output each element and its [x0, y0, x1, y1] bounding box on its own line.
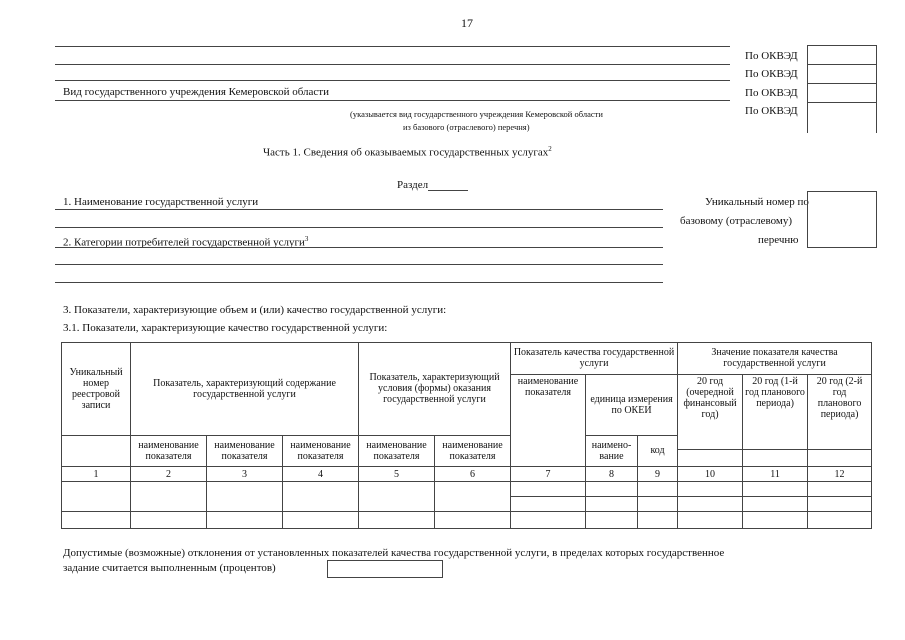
indicators-title: 3. Показатели, характеризующие объем и (или) качество государственной услуги:: [63, 304, 447, 316]
section-label: Раздел: [397, 179, 429, 191]
institution-note: (указывается вид государственного учреждения Кемеровской области: [350, 109, 603, 119]
table-cell[interactable]: [678, 482, 743, 497]
service-name-line[interactable]: [55, 209, 663, 210]
blank-line: [55, 80, 730, 81]
col-number: 12: [808, 466, 872, 482]
okved-field[interactable]: [807, 83, 877, 103]
table-cell[interactable]: [638, 497, 678, 512]
table-cell[interactable]: [586, 497, 638, 512]
consumers-line[interactable]: [55, 282, 663, 283]
table-cell[interactable]: [62, 482, 131, 511]
table-cell[interactable]: [743, 511, 808, 528]
table-cell[interactable]: [638, 511, 678, 528]
okved-label: По ОКВЭД: [745, 87, 798, 99]
value-empty: [678, 449, 743, 466]
table-cell[interactable]: [808, 482, 872, 497]
consumers-line[interactable]: [55, 264, 663, 265]
table-cell[interactable]: [511, 482, 586, 497]
table-cell[interactable]: [808, 511, 872, 528]
table-cell[interactable]: [743, 497, 808, 512]
part-title: Часть 1. Сведения об оказываемых государственных услугах$^2$: [263, 145, 552, 159]
col-number: 1: [62, 466, 131, 482]
header-indicator-name: наименование показателя: [511, 374, 586, 466]
value-empty: [743, 449, 808, 466]
table-cell[interactable]: [586, 482, 638, 497]
table-cell[interactable]: [678, 497, 743, 512]
sub-name: наименование показателя: [207, 435, 283, 466]
section-number-line[interactable]: [428, 190, 468, 191]
table-cell[interactable]: [207, 482, 283, 511]
col-number: 4: [283, 466, 359, 482]
unique-number-label: Уникальный номер по: [705, 196, 809, 208]
col-number: 10: [678, 466, 743, 482]
quality-table: [61, 342, 872, 529]
service-name-label: 1. Наименование государственной услуги: [63, 196, 259, 208]
sub-name: наименование показателя: [359, 435, 435, 466]
col-number: 3: [207, 466, 283, 482]
okved-field[interactable]: [807, 102, 877, 133]
col-number: 8: [586, 466, 638, 482]
header-conditions: Показатель, характеризующий условия (формы) оказания государственной услуги: [359, 343, 511, 436]
table-cell[interactable]: [131, 482, 207, 511]
table-cell[interactable]: [511, 511, 586, 528]
header-year1: 20 год (очередной финансовый год): [678, 374, 743, 449]
table-cell[interactable]: [638, 482, 678, 497]
header-year3: 20 год (2-й год планового периода): [808, 374, 872, 449]
okved-field[interactable]: [807, 45, 877, 65]
sub-name: наименование показателя: [283, 435, 359, 466]
col-number: 2: [131, 466, 207, 482]
header-unit-name: наимено-вание: [586, 435, 638, 466]
header-unit: единица измерения по ОКЕИ: [586, 374, 678, 435]
allowed-deviation-field[interactable]: [327, 560, 443, 578]
allowed-deviation-text: Допустимые (возможные) отклонения от установленных показателей качества государственной услуги, в пределах которых государственное: [63, 547, 725, 559]
allowed-deviation-text: задание считается выполненным (процентов): [63, 562, 276, 574]
table-cell[interactable]: [359, 511, 435, 528]
page-number: 17: [461, 16, 473, 30]
header-value: Значение показателя качества государственной услуги: [678, 343, 872, 375]
value-empty: [808, 449, 872, 466]
table-cell[interactable]: [678, 511, 743, 528]
table-cell[interactable]: [511, 497, 586, 512]
table-cell[interactable]: [207, 511, 283, 528]
okved-label: По ОКВЭД: [745, 68, 798, 80]
table-cell[interactable]: [62, 511, 131, 528]
col-number: 7: [511, 466, 586, 482]
table-cell[interactable]: [586, 511, 638, 528]
table-cell[interactable]: [435, 511, 511, 528]
col-number: 9: [638, 466, 678, 482]
unique-number-field[interactable]: [807, 191, 877, 248]
quality-title: 3.1. Показатели, характеризующие качество государственной услуги:: [63, 322, 388, 334]
header-year2: 20 год (1-й год планового периода): [743, 374, 808, 449]
col-number: 11: [743, 466, 808, 482]
consumers-label: 2. Категории потребителей государственной услуги$^3$: [63, 235, 309, 249]
header-content: Показатель, характеризующий содержание государственной услуги: [131, 343, 359, 436]
blank-line: [55, 100, 730, 101]
registry-sub: [62, 435, 131, 466]
table-cell[interactable]: [808, 497, 872, 512]
sub-name: наименование показателя: [435, 435, 511, 466]
col-number: 6: [435, 466, 511, 482]
sub-name: наименование показателя: [131, 435, 207, 466]
table-cell[interactable]: [283, 482, 359, 511]
blank-line: [55, 64, 730, 65]
okved-field[interactable]: [807, 64, 877, 84]
unique-number-label: базовому (отраслевому): [680, 215, 793, 227]
col-number: 5: [359, 466, 435, 482]
unique-number-label: перечню: [758, 234, 799, 246]
consumers-line[interactable]: [55, 247, 663, 248]
table-cell[interactable]: [359, 482, 435, 511]
header-quality: Показатель качества государственной услуги: [511, 343, 678, 375]
table-cell[interactable]: [131, 511, 207, 528]
blank-line: [55, 46, 730, 47]
okved-label: По ОКВЭД: [745, 105, 798, 117]
header-unit-code: код: [638, 435, 678, 466]
service-name-line[interactable]: [55, 227, 663, 228]
institution-note: из базового (отраслевого) перечня): [403, 122, 530, 132]
institution-type: Вид государственного учреждения Кемеровской области: [63, 86, 329, 98]
table-cell[interactable]: [743, 482, 808, 497]
header-registry: Уникальный номер реестровой записи: [62, 343, 131, 436]
table-cell[interactable]: [283, 511, 359, 528]
okved-label: По ОКВЭД: [745, 50, 798, 62]
table-cell[interactable]: [435, 482, 511, 511]
